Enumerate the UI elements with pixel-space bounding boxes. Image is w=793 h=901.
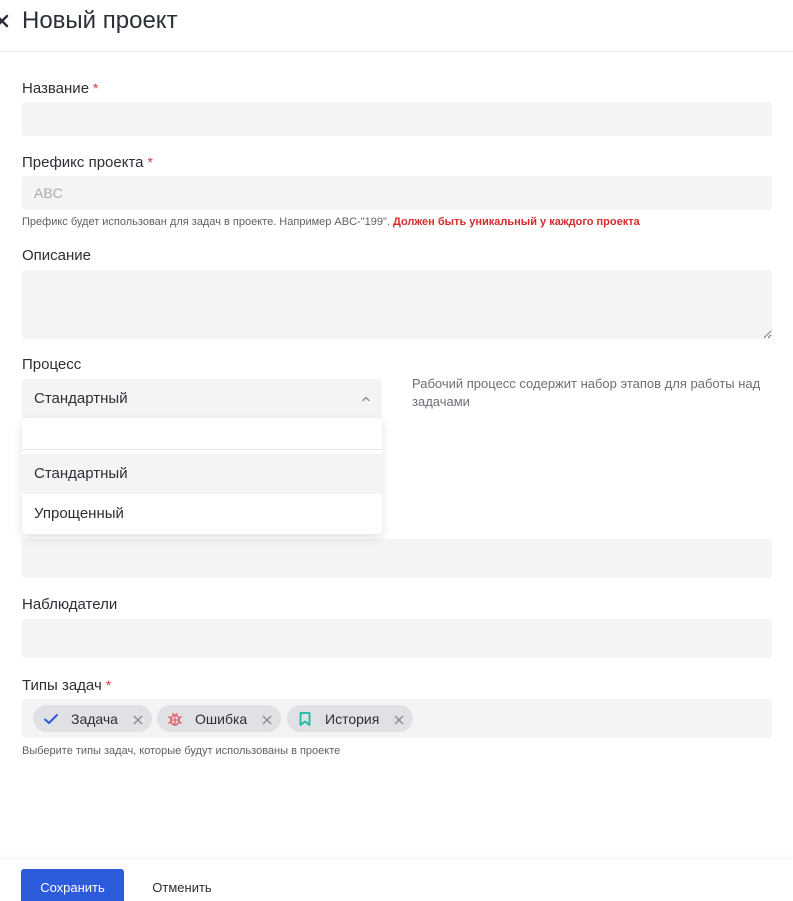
page-title: Новый проект [22,7,178,34]
chevron-up-icon [360,392,372,404]
required-marker: * [105,677,112,693]
description-label: Описание [22,247,92,264]
watchers-label: Наблюдатели [22,596,118,613]
close-icon[interactable] [132,713,144,725]
task-type-tag [287,705,413,732]
prefix-label [22,153,153,172]
task-types-label [22,676,111,695]
prefix-hint-text: Префикс будет использован для задач в проекте. Например ABC-"199". [22,216,390,228]
task-types-hint: Выберите типы задач, которые будут использованы в проекте [22,745,341,757]
process-option-standard[interactable]: Стандартный [22,454,382,494]
process-dropdown [22,418,382,534]
tag-label: Задача [71,710,118,727]
task-type-tag [33,705,152,732]
required-marker: * [93,80,99,96]
task-type-tag [157,705,281,732]
name-input[interactable] [22,102,772,136]
tag-label: Ошибка [195,710,248,727]
bug-icon [167,711,183,727]
task-types-input[interactable] [22,699,772,738]
process-description: Рабочий процесс содержит набор этапов для работы над задачами [412,376,761,409]
close-icon[interactable] [393,713,405,725]
tag-label: История [325,710,380,727]
watchers-input[interactable] [22,619,772,658]
prefix-hint-warning: Должен быть уникальный у каждого проекта [393,216,640,228]
name-label [22,79,98,98]
process-label: Процесс [22,356,82,373]
bookmark-icon [297,711,313,727]
process-select-value: Стандартный [34,390,128,407]
close-icon[interactable] [261,713,273,725]
check-icon [43,711,59,727]
process-select[interactable] [22,379,382,418]
hidden-field-input[interactable] [22,539,772,578]
cancel-button[interactable]: Отменить [138,869,226,901]
name-label-text: Название [22,80,90,97]
task-types-label-text: Типы задач [22,677,102,694]
prefix-input[interactable] [22,176,772,210]
page-header [0,0,793,52]
process-option-simplified[interactable]: Упрощенный [34,505,124,522]
save-button[interactable]: Сохранить [21,869,124,901]
form-footer [0,860,793,901]
close-icon[interactable] [0,7,12,35]
prefix-hint [22,215,640,229]
prefix-label-text: Префикс проекта [22,154,144,171]
description-textarea[interactable] [22,270,772,339]
process-search-input[interactable] [22,418,382,450]
required-marker: * [147,154,153,170]
